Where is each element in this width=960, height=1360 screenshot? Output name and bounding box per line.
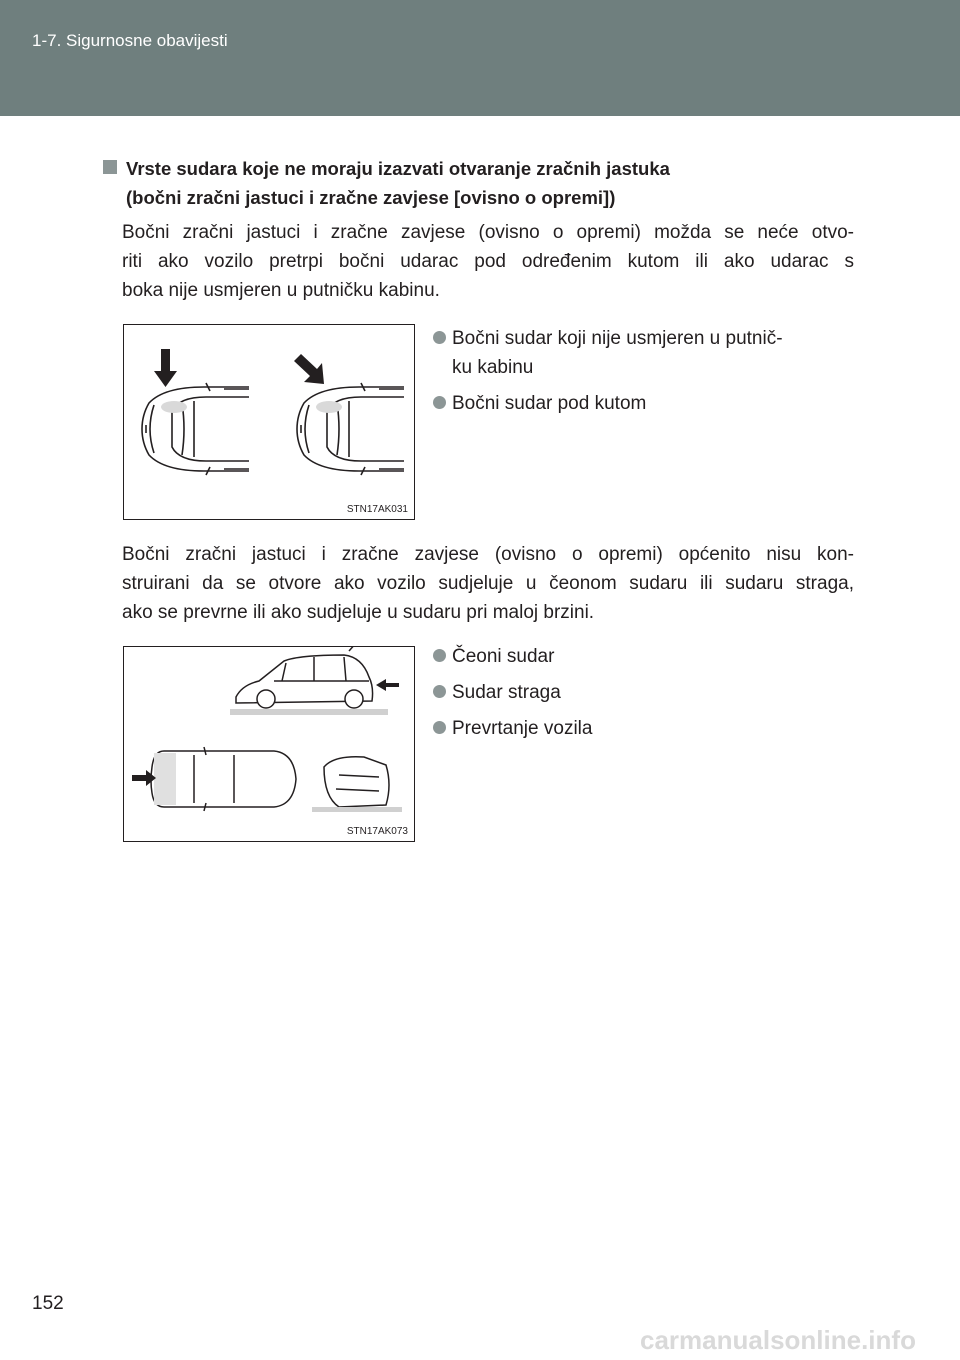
bullet-icon bbox=[433, 649, 446, 662]
front-impact-arrow-icon bbox=[376, 679, 399, 691]
figure-code: STN17AK073 bbox=[346, 826, 408, 837]
bullet-text: Sudar straga bbox=[452, 682, 561, 703]
car-rollover bbox=[324, 757, 389, 807]
paragraph-line: riti ako vozilo pretrpi bočni udarac pod određenim kutom ili ako udarac s bbox=[122, 251, 854, 272]
paragraph-line: Bočni zračni jastuci i zračne zavjese (ovisno o opremi) možda se neće otvo- bbox=[122, 222, 854, 243]
bullet-text: Čeoni sudar bbox=[452, 646, 555, 667]
watermark-text: carmanualsonline.info bbox=[640, 1325, 916, 1355]
page-number: 152 bbox=[32, 1293, 64, 1314]
car-top-view-2 bbox=[297, 383, 404, 475]
heading-line-2: (bočni zračni jastuci i zračne zavjese [ovisno o opremi]) bbox=[126, 187, 616, 208]
heading-square-icon bbox=[103, 160, 117, 174]
page-header bbox=[0, 0, 960, 116]
car-top-view-1 bbox=[142, 383, 249, 475]
list-item bbox=[433, 642, 592, 671]
bullet-text: Bočni sudar koji nije usmjeren u putnič- bbox=[452, 328, 783, 349]
paragraph-line: struirani da se otvore ako vozilo sudjeluje u čeonom sudaru ili sudaru straga, bbox=[122, 573, 854, 594]
impact-arrow-icon bbox=[154, 349, 177, 387]
list-item bbox=[433, 324, 783, 382]
bullet-list-2 bbox=[433, 642, 592, 750]
side-impact-illustration bbox=[124, 325, 414, 519]
paragraph-line: boka nije usmjeren u putničku kabinu. bbox=[122, 280, 440, 301]
figure-side-impact bbox=[123, 324, 415, 520]
list-item bbox=[433, 714, 592, 743]
angled-impact-arrow-icon bbox=[294, 354, 324, 384]
rear-impact-arrow-icon bbox=[132, 770, 156, 786]
paragraph-frontal-rear bbox=[122, 540, 854, 627]
heading-line-1: Vrste sudara koje ne moraju izazvati otvaranje zračnih jastuka bbox=[126, 158, 670, 179]
bullet-icon bbox=[433, 685, 446, 698]
list-item bbox=[433, 389, 783, 418]
car-top-view-rear bbox=[151, 747, 296, 811]
paragraph-line: ako se prevrne ili ako sudjeluje u sudaru pri maloj brzini. bbox=[122, 602, 595, 623]
paragraph-line: Bočni zračni jastuci i zračne zavjese (ovisno o opremi) općenito nisu kon- bbox=[122, 544, 854, 565]
bullet-icon bbox=[433, 396, 446, 409]
rollover-ground-bar bbox=[312, 807, 402, 812]
figure-code: STN17AK031 bbox=[346, 504, 408, 515]
car-side-view bbox=[236, 647, 373, 708]
list-item bbox=[433, 678, 592, 707]
figure-other-collisions bbox=[123, 646, 415, 842]
bullet-text: ku kabinu bbox=[452, 357, 534, 378]
collisions-illustration bbox=[124, 647, 414, 841]
bullet-icon bbox=[433, 331, 446, 344]
bullet-list-1 bbox=[433, 324, 783, 425]
bullet-icon bbox=[433, 721, 446, 734]
bullet-text: Prevrtanje vozila bbox=[452, 718, 593, 739]
paragraph-side-airbags bbox=[122, 218, 854, 305]
ground-bar bbox=[230, 709, 388, 715]
section-header-title: 1-7. Sigurnosne obavijesti bbox=[32, 31, 228, 50]
bullet-text: Bočni sudar pod kutom bbox=[452, 393, 647, 414]
